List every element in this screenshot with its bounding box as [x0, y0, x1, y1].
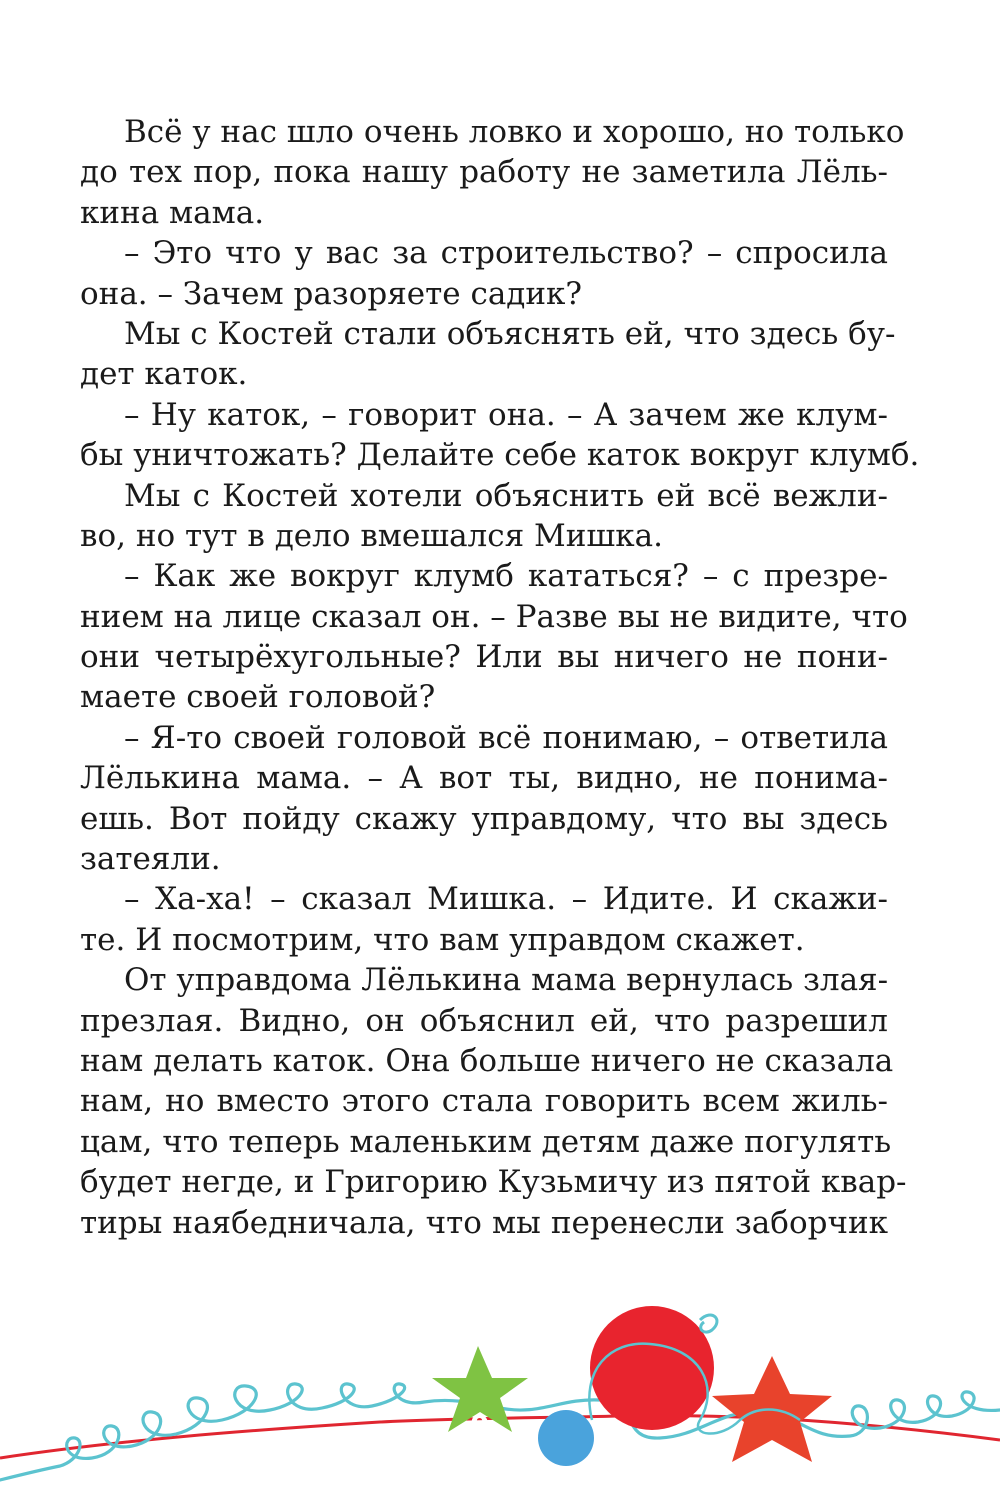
text-line: кина мама. — [80, 194, 265, 231]
text-line: она. – Зачем разоряете садик? — [80, 275, 583, 312]
text-line: до тех пор, пока нашу работу не заметила Лёль- — [80, 154, 888, 191]
text-line: дет каток. — [80, 356, 248, 393]
text-line: маете своей головой? — [80, 679, 436, 716]
blue-ornament-icon — [538, 1410, 594, 1466]
page-number: 9 — [470, 1409, 490, 1442]
text-line: тиры наябедничала, что мы перенесли заборчик — [80, 1204, 888, 1241]
text-line: будет негде, и Григорию Кузьмичу из пятой квар- — [80, 1164, 907, 1201]
text-line: – Я-то своей головой всё понимаю, – ответила — [124, 719, 888, 756]
text-line: – Как же вокруг клумб кататься? – с презре- — [124, 558, 888, 595]
text-line: презлая. Видно, он объяснил ей, что разрешил — [80, 1002, 888, 1039]
text-line: они четырёхугольные? Или вы ничего не пони- — [80, 639, 888, 676]
text-line: затеяли. — [80, 841, 221, 878]
text-line: – Ха-ха! – сказал Мишка. – Идите. И скажи- — [124, 881, 888, 918]
text-line: – Ну каток, – говорит она. – А зачем же клум- — [124, 396, 888, 433]
text-line: Всё у нас шло очень ловко и хорошо, но только — [124, 114, 905, 150]
ornament-loop-icon — [700, 1315, 717, 1332]
text-line: те. И посмотрим, что вам управдом скажет. — [80, 921, 805, 958]
text-line: бы уничтожать? Делайте себе каток вокруг клумб. — [80, 437, 920, 474]
text-line: Лёлькина мама. – А вот ты, видно, не понима- — [80, 760, 888, 797]
text-line: нам, но вместо этого стала говорить всем жиль- — [80, 1083, 888, 1120]
text-line: Мы с Костей стали объяснять ей, что здесь бу- — [124, 315, 896, 352]
text-line: – Это что у вас за строительство? – спросила — [124, 235, 888, 272]
body-text — [80, 112, 920, 1243]
text-line: цам, что теперь маленьким детям даже погулять — [80, 1123, 892, 1160]
garland-decoration — [0, 1290, 1000, 1508]
text-line: нием на лице сказал он. – Разве вы не видите, что — [80, 598, 908, 635]
text-line: нам делать каток. Она больше ничего не сказала — [80, 1042, 894, 1079]
text-line: От управдома Лёлькина мама вернулась злая- — [124, 962, 889, 999]
red-ornament-icon — [590, 1306, 714, 1430]
text-line: Мы с Костей хотели объяснить ей всё вежли- — [124, 477, 888, 514]
text-line: ешь. Вот пойду скажу управдому, что вы здесь — [80, 800, 888, 837]
text-line: во, но тут в дело вмешался Мишка. — [80, 517, 663, 554]
